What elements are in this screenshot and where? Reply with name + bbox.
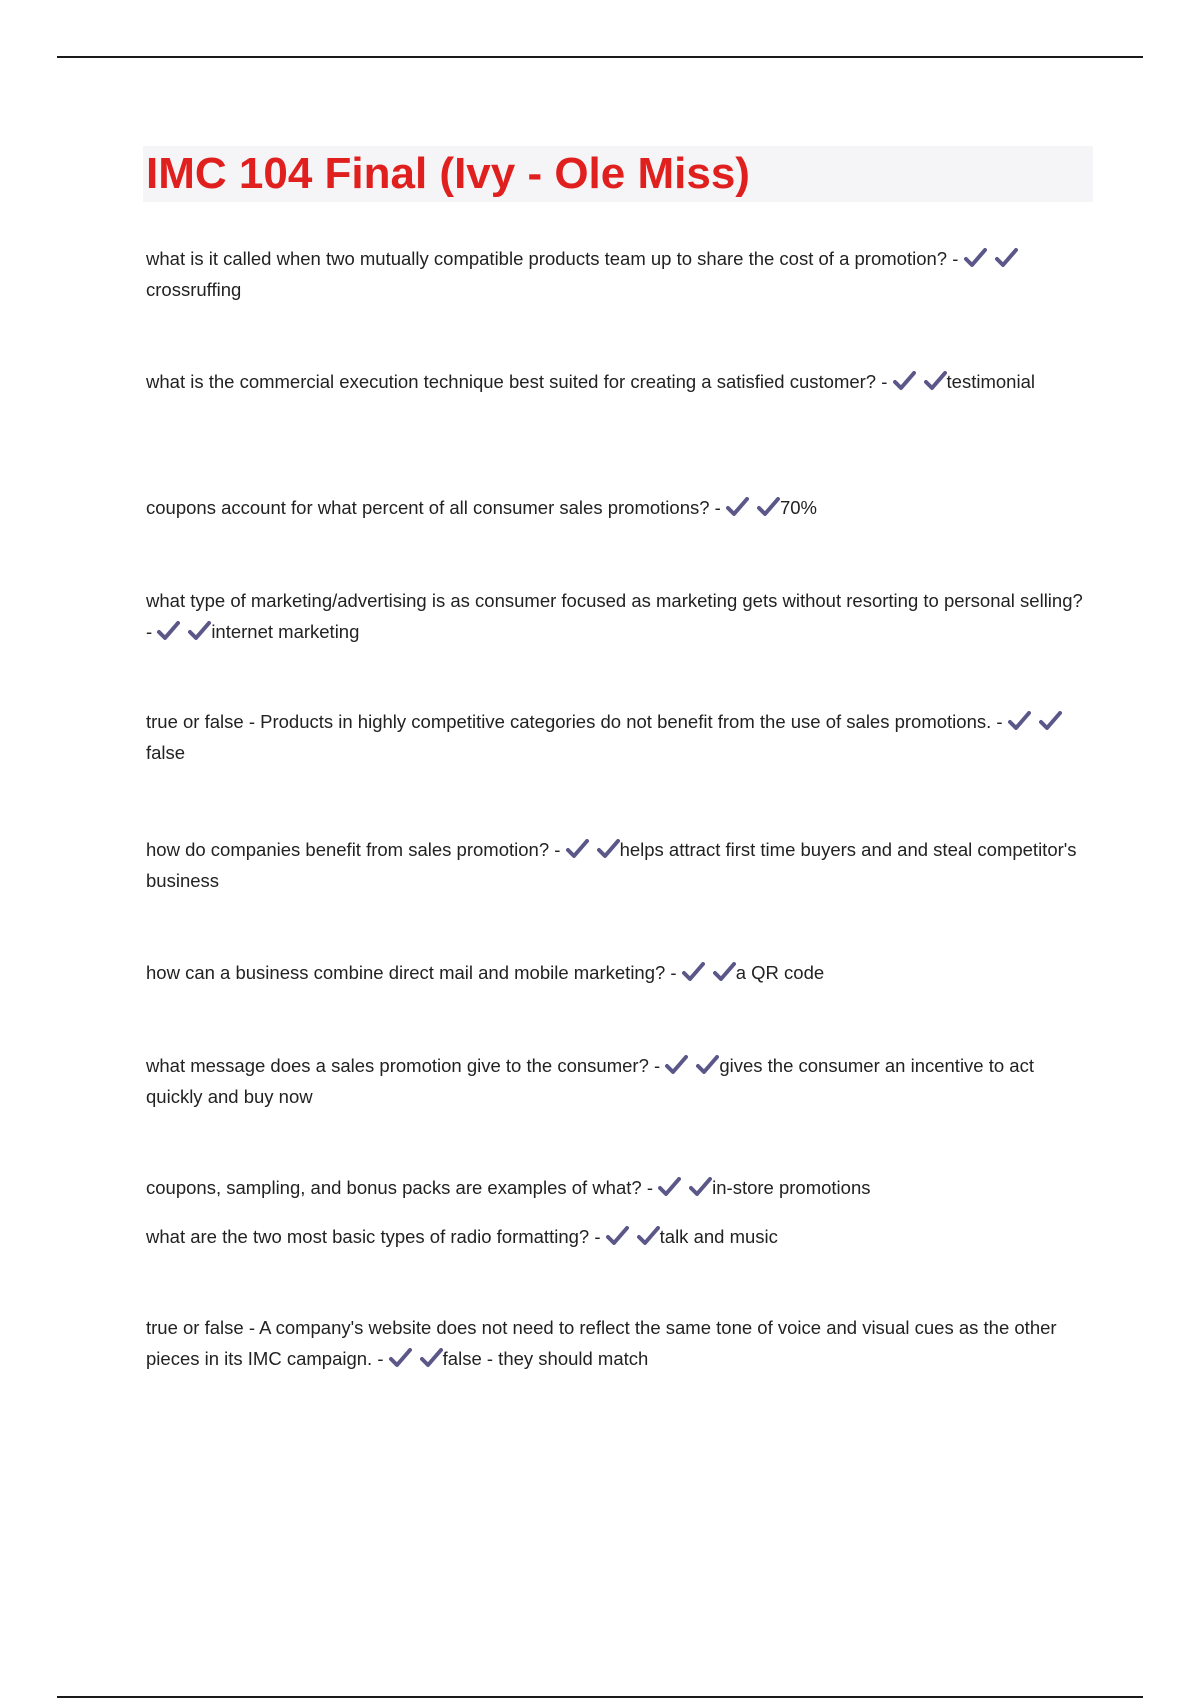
check-icon [696, 1055, 719, 1075]
check-icon [893, 371, 916, 391]
question-text: coupons account for what percent of all consumer sales promotions? - [146, 497, 721, 518]
check-icon [566, 839, 589, 859]
bottom-rule [57, 1696, 1143, 1698]
double-check-icon [658, 1172, 714, 1203]
qa-item-9 [146, 1172, 1086, 1203]
double-check-icon [157, 616, 213, 647]
check-icon [658, 1177, 681, 1197]
double-check-icon [665, 1050, 721, 1081]
qa-item-8 [146, 1050, 1086, 1112]
check-icon [924, 371, 947, 391]
check-icon [665, 1055, 688, 1075]
qa-item-7 [146, 957, 1086, 988]
qa-item-11 [146, 1312, 1086, 1374]
check-icon [1008, 711, 1031, 731]
check-icon [713, 962, 736, 982]
double-check-icon [1008, 706, 1064, 737]
top-rule [57, 56, 1143, 58]
answer-text: helps attract first time buyers and and steal competitor's business [146, 839, 1077, 891]
answer-text: a QR code [735, 962, 825, 983]
question-text: true or false - A company's website does not need to reflect the same tone of voice and visual cues as the other pieces in its IMC campaign. - [146, 1317, 1057, 1369]
question-text: what are the two most basic types of radio formatting? - [146, 1226, 601, 1247]
double-check-icon [682, 957, 738, 988]
double-check-icon [893, 366, 949, 397]
answer-text: internet marketing [211, 621, 360, 642]
question-text: how can a business combine direct mail and mobile marketing? - [146, 962, 677, 983]
check-icon [389, 1348, 412, 1368]
check-icon [188, 621, 211, 641]
answer-text: 70% [779, 497, 817, 518]
double-check-icon [606, 1221, 662, 1252]
double-check-icon [964, 243, 1020, 274]
question-text: what is the commercial execution technique best suited for creating a satisfied customer? - [146, 371, 888, 392]
qa-item-2 [146, 366, 1086, 397]
check-icon [420, 1348, 443, 1368]
double-check-icon [389, 1343, 445, 1374]
question-text: what message does a sales promotion give to the consumer? - [146, 1055, 661, 1076]
question-text: how do companies benefit from sales promotion? - [146, 839, 561, 860]
document-title: IMC 104 Final (Ivy - Ole Miss) [146, 149, 750, 198]
qa-item-10 [146, 1221, 1086, 1252]
check-icon [157, 621, 180, 641]
check-icon [597, 839, 620, 859]
question-text: true or false - Products in highly competitive categories do not benefit from the use of sales promotions. - [146, 711, 1003, 732]
check-icon [757, 497, 780, 517]
qa-item-4 [146, 585, 1086, 647]
answer-text: gives the consumer an incentive to act quickly and buy now [146, 1055, 1034, 1107]
qa-item-6 [146, 834, 1086, 896]
qa-item-5 [146, 706, 1086, 768]
check-icon [637, 1226, 660, 1246]
check-icon [964, 248, 987, 268]
double-check-icon [726, 492, 782, 523]
answer-text: false - they should match [442, 1348, 649, 1369]
check-icon [1039, 711, 1062, 731]
qa-item-1 [146, 243, 1086, 305]
answer-text: testimonial [946, 371, 1035, 392]
check-icon [606, 1226, 629, 1246]
question-text: what type of marketing/advertising is as consumer focused as marketing gets without resorting to personal selling? - [146, 590, 1083, 642]
answer-text: talk and music [659, 1226, 778, 1247]
question-text: what is it called when two mutually compatible products team up to share the cost of a promotion? - [146, 248, 959, 269]
check-icon [689, 1177, 712, 1197]
check-icon [726, 497, 749, 517]
check-icon [995, 248, 1018, 268]
qa-item-3 [146, 492, 1086, 523]
check-icon [682, 962, 705, 982]
answer-text: in-store promotions [712, 1177, 871, 1198]
answer-text: crossruffing [146, 279, 242, 300]
answer-text: false [146, 742, 186, 763]
question-text: coupons, sampling, and bonus packs are examples of what? - [146, 1177, 653, 1198]
double-check-icon [566, 834, 622, 865]
